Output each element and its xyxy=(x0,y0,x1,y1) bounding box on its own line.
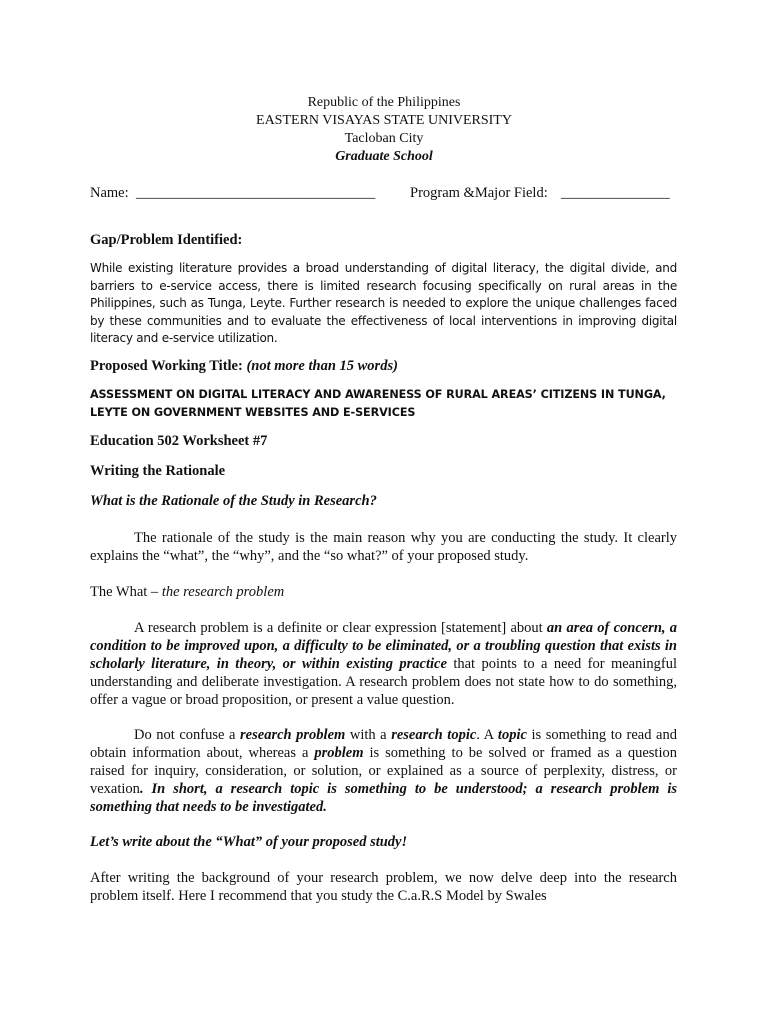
p2-emphasis: an area of concern, a condition to be improved upon, a difficulty to be eliminated, or a troubling question that exists in scholarly literature, in theory, or within existing practice xyxy=(90,620,677,672)
program-field[interactable]: _______________ xyxy=(561,185,670,201)
p3-research-problem: research problem xyxy=(240,727,346,743)
p3-text-e: . A xyxy=(476,727,498,743)
p3-topic: topic xyxy=(497,727,527,743)
the-what-label: The What – xyxy=(90,584,162,600)
header-school: Graduate School xyxy=(335,149,433,164)
p3-research-topic: research topic xyxy=(391,727,477,743)
cars-model-paragraph: After writing the background of your research problem, we now delve deep into the research problem itself. Here I recommend that you study the C.a.R.S Model by Swales xyxy=(90,870,677,904)
the-what-line xyxy=(90,583,284,601)
name-field[interactable]: _________________________________ xyxy=(136,185,376,201)
p2-text-a: A research problem is a definite or clear expression [statement] about xyxy=(134,620,547,636)
p3-text-g: is something to read and obtain information about, whereas a xyxy=(90,727,677,761)
header-city: Tacloban City xyxy=(344,131,424,146)
p2-text-c: that points to a need for meaningful understanding and deliberate investigation. A research problem does not state how to do something, offer a vague or broad proposition, or present a value question. xyxy=(90,656,677,708)
header-republic: Republic of the Philippines xyxy=(307,95,461,110)
proposed-title-label: Proposed Working Title: xyxy=(90,358,243,374)
gap-heading: Gap/Problem Identified: xyxy=(90,232,243,248)
p3-problem: problem xyxy=(314,745,364,761)
p3-in-short: . In short, a research topic is something to be understood; a research problem is something that needs to be investigated. xyxy=(90,781,677,815)
rationale-paragraph: The rationale of the study is the main reason why you are conducting the study. It clearly explains the “what”, the “why”, and the “so what?” of your proposed study. xyxy=(90,530,677,564)
worksheet-question: What is the Rationale of the Study in Research? xyxy=(90,493,377,509)
gap-text: While existing literature provides a broad understanding of digital literacy, the digital divide, and barriers to e-service access, there is limited research focusing specifically on rural areas in the Philippines, such as Tunga, Leyte. Further research is needed to explore the unique challenges faced by these communities and to evaluate the effectiveness of local interventions in improving digital literacy and e-service utilization. xyxy=(90,261,677,345)
p3-text-i: is something to be solved or framed as a question raised for inquiry, consideration, or solution, or explained as a source of perplexity, distress, or vexation xyxy=(90,745,677,797)
program-label: Program &Major Field: xyxy=(410,185,548,201)
proposed-title-note: (not more than 15 words) xyxy=(246,358,398,374)
p3-text-c: with a xyxy=(345,727,392,743)
proposed-title-heading xyxy=(90,357,398,375)
the-what-italic: the research problem xyxy=(161,584,285,600)
worksheet-subtitle: Writing the Rationale xyxy=(90,463,226,479)
proposed-title-text: ASSESSMENT ON DIGITAL LITERACY AND AWARENESS OF RURAL AREAS’ CITIZENS IN TUNGA, LEYTE ON GOVERNMENT WEBSITES AND E-SERVICES xyxy=(90,388,666,419)
p3-text-a: Do not confuse a xyxy=(134,727,241,743)
topic-vs-problem-paragraph xyxy=(90,726,677,816)
header-university: EASTERN VISAYAS STATE UNIVERSITY xyxy=(256,113,512,128)
lets-write-heading: Let’s write about the “What” of your proposed study! xyxy=(90,834,408,850)
worksheet-title: Education 502 Worksheet #7 xyxy=(90,433,268,449)
name-label: Name: xyxy=(90,185,129,201)
research-problem-paragraph xyxy=(90,619,677,709)
